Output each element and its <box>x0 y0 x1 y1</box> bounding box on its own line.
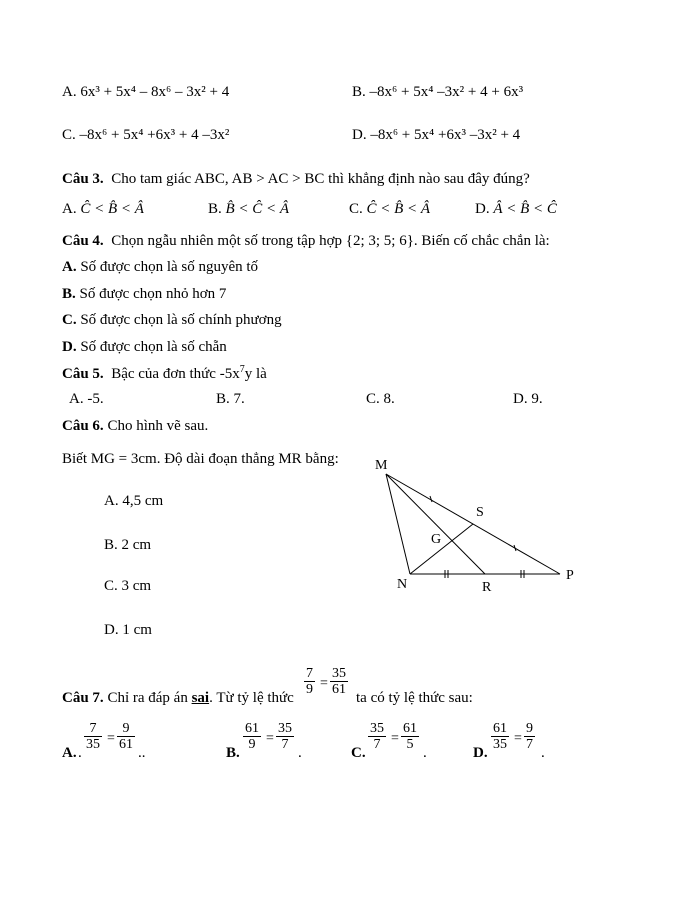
median-mr <box>386 474 485 574</box>
label-s: S <box>476 505 484 520</box>
q3-option-a-letter: A. <box>62 201 77 217</box>
triangle-figure <box>360 448 590 598</box>
q3-option-d-letter: D. <box>475 201 490 217</box>
q3-option-c-expr: Ĉ < B̂ < Â <box>366 201 431 217</box>
q7-option-a-frac-2 <box>117 722 135 752</box>
label-g: G <box>431 532 442 547</box>
q3-option-c-letter: C. <box>349 201 363 217</box>
q4-option-c-letter: C. <box>62 312 77 328</box>
q4-option-c-text: Số được chọn là số chính phương <box>80 312 282 328</box>
q7-option-d-letter: D. <box>473 745 488 761</box>
q4-option-a <box>62 259 258 276</box>
q3-option-a <box>62 201 144 218</box>
q4-option-d-text: Số được chọn là số chẵn <box>80 339 227 355</box>
q7-option-a-end: .. <box>138 745 146 761</box>
q5-option-c: C. 8. <box>366 391 395 407</box>
q7-option-d-frac-2 <box>524 722 535 752</box>
q7-given-num-left: 7 <box>306 666 313 681</box>
q7-option-d-den-2: 7 <box>526 737 533 752</box>
q4-option-a-letter: A. <box>62 259 77 275</box>
q7-option-c-eq: = <box>391 731 399 746</box>
q2-option-d: D. –8x⁶ + 5x⁴ +6x³ –3x² + 4 <box>352 127 521 143</box>
q7-given-eq: = <box>320 676 328 691</box>
q7-option-a-den-2: 61 <box>119 737 133 752</box>
q5-text-before: Bậc của đơn thức -5x <box>111 366 240 382</box>
q7-option-b-den-2: 7 <box>276 736 294 752</box>
q7-keyword: sai <box>191 690 210 706</box>
q4-option-c <box>62 312 282 329</box>
q7-option-b-letter: B. <box>226 745 240 761</box>
q7-option-a-frac-1 <box>84 722 102 752</box>
q7-option-b-num-2: 35 <box>278 721 292 736</box>
q6-option-c: C. 3 cm <box>104 578 152 594</box>
q6-option-b: B. 2 cm <box>104 537 152 553</box>
q7-given-frac-left <box>304 667 315 697</box>
q6-text: Cho hình vẽ sau. <box>107 418 209 434</box>
q5-option-a: A. -5. <box>69 391 104 407</box>
q7-option-a-letter: A. <box>62 745 77 761</box>
q3-question <box>62 171 530 188</box>
q5-option-b: B. 7. <box>216 391 245 407</box>
q4-text: Chọn ngẫu nhiên một số trong tập hợp {2; 3; 5; 6}. Biến cố chắc chắn là: <box>111 233 550 249</box>
q7-given-den-left: 9 <box>306 682 313 697</box>
label-p: P <box>566 568 574 583</box>
q7-option-c-end: . <box>423 745 427 761</box>
q7-given-frac-right <box>330 667 348 697</box>
q2-option-c: C. –8x⁶ + 5x⁴ +6x³ + 4 –3x² <box>62 127 230 143</box>
q4-question <box>62 233 550 250</box>
q7-label: Câu 7. <box>62 690 104 706</box>
q7-given-num-right: 35 <box>332 666 346 681</box>
q3-option-d <box>475 201 557 218</box>
q7-option-d-end: . <box>541 745 545 761</box>
q7-option-d-den-1: 35 <box>493 737 507 752</box>
q5-label: Câu 5. <box>62 366 104 382</box>
q7-option-b-num-1: 61 <box>245 721 259 736</box>
q6-given: Biết MG = 3cm. Độ dài đoạn thẳng MR bằng: <box>62 451 339 467</box>
q7-option-c-letter: C. <box>351 745 366 761</box>
q7-option-d-num-2: 9 <box>526 721 533 736</box>
q7-option-b-end: . <box>298 745 302 761</box>
q7-option-b-frac-1 <box>243 722 261 752</box>
q4-option-b-text: Số được chọn nhỏ hơn 7 <box>79 286 227 302</box>
label-r: R <box>482 580 492 595</box>
q5-option-d: D. 9. <box>513 391 543 407</box>
q2-option-b: B. –8x⁶ + 5x⁴ –3x² + 4 + 6x³ <box>352 84 524 100</box>
q4-label: Câu 4. <box>62 233 104 249</box>
q5-exponent: 7 <box>239 364 245 375</box>
q7-option-c-den-1: 7 <box>368 736 386 752</box>
q4-option-b <box>62 286 226 303</box>
q5-question <box>62 364 267 383</box>
q3-label: Câu 3. <box>62 171 104 187</box>
q7-option-b-den-1: 9 <box>243 736 261 752</box>
q7-text-mid: . Từ tỷ lệ thức <box>209 690 294 706</box>
q7-text-after: ta có tỷ lệ thức sau: <box>356 690 473 706</box>
q7-option-a-num-1: 7 <box>89 721 97 736</box>
q7-option-c-frac-2 <box>401 722 419 752</box>
q6-option-d: D. 1 cm <box>104 622 152 638</box>
q7-question-start <box>62 690 294 707</box>
q3-option-b-letter: B. <box>208 201 222 217</box>
q3-option-d-expr: Â < B̂ < Ĉ <box>493 201 557 217</box>
q7-option-c-frac-1 <box>368 722 386 752</box>
q3-option-b-expr: B̂ < Ĉ < Â <box>225 201 290 217</box>
q7-option-b-frac-2 <box>276 722 294 752</box>
median-ns <box>410 524 473 574</box>
q7-option-a-num-2: 9 <box>122 721 130 736</box>
q7-option-c-den-2: 5 <box>401 736 419 752</box>
q4-option-d <box>62 339 227 356</box>
q7-option-c-num-1: 35 <box>370 721 384 736</box>
q2-option-a: A. 6x³ + 5x⁴ – 8x⁶ – 3x² + 4 <box>62 84 230 100</box>
q3-text: Cho tam giác ABC, AB > AC > BC thì khẳng định nào sau đây đúng? <box>111 171 530 187</box>
q6-option-a: A. 4,5 cm <box>104 493 164 509</box>
q7-given-den-right: 61 <box>332 682 346 697</box>
q4-option-a-text: Số được chọn là số nguyên tố <box>80 259 259 275</box>
label-n: N <box>397 577 408 592</box>
q3-option-b <box>208 201 289 218</box>
q7-option-d-num-1: 61 <box>493 721 507 736</box>
q6-label: Câu 6. <box>62 418 104 434</box>
segment-mn <box>386 474 410 574</box>
q5-text-after: y là <box>244 366 267 382</box>
q3-option-c <box>349 201 430 218</box>
q4-option-b-letter: B. <box>62 286 76 302</box>
q7-text-before: Chỉ ra đáp án <box>107 690 188 706</box>
q6-question <box>62 418 208 435</box>
q7-option-a-den-1: 35 <box>86 737 100 752</box>
q3-option-a-expr: Ĉ < B̂ < Â <box>80 201 144 217</box>
q7-option-d-eq: = <box>514 731 522 746</box>
label-m: M <box>375 458 388 473</box>
q7-option-d-frac-1 <box>491 722 509 752</box>
q7-option-a-eq: = <box>107 731 115 746</box>
q7-option-b-eq: = <box>266 731 274 746</box>
q4-option-d-letter: D. <box>62 339 77 355</box>
q7-option-c-num-2: 61 <box>403 721 417 736</box>
